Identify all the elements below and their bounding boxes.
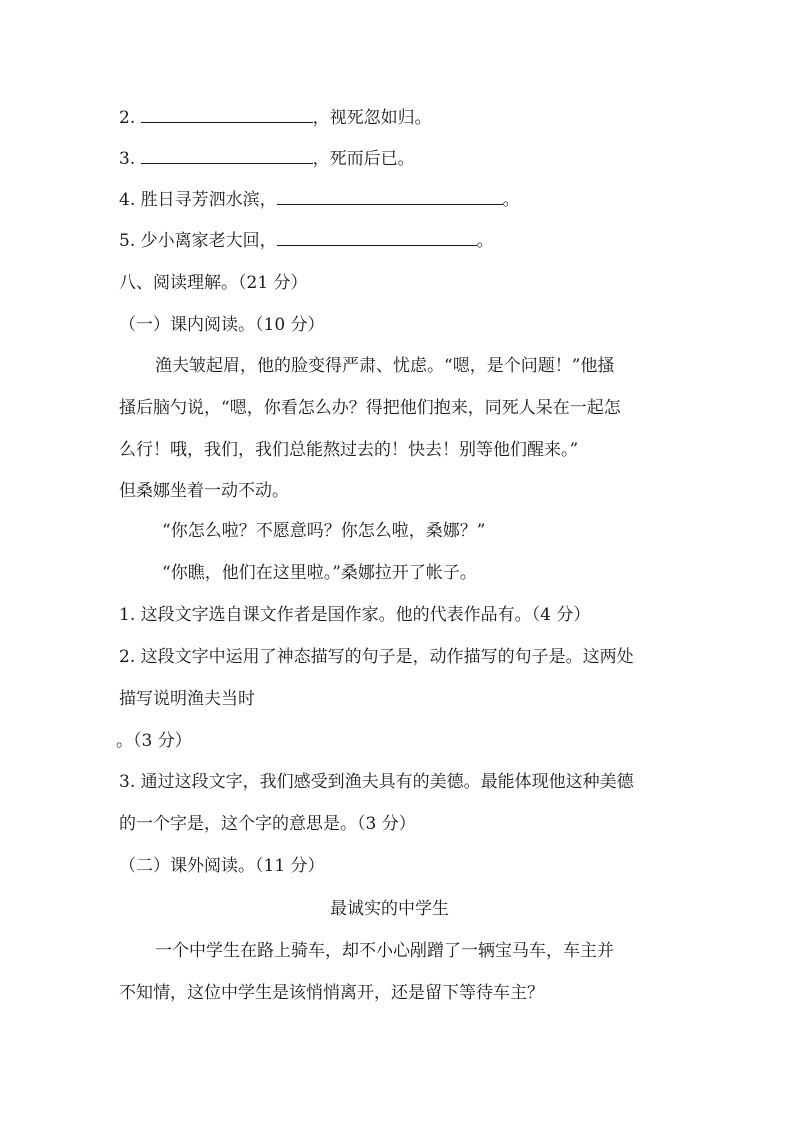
part2-heading: （二）课外阅读。（11 分） bbox=[119, 856, 325, 876]
question-1: 1. 这段文字选自课文作者是国作家。他的代表作品有。（4 分） bbox=[119, 605, 591, 625]
part1-heading: （一）课内阅读。（10 分） bbox=[119, 315, 325, 335]
question-3-line: 3. 通过这段文字，我们感受到渔夫具有的美德。最能体现他这种美德 bbox=[119, 772, 634, 792]
answer-blank[interactable] bbox=[277, 190, 503, 205]
article-title: 最诚实的中学生 bbox=[330, 899, 449, 919]
section-heading: 八、阅读理解。（21 分） bbox=[119, 273, 308, 293]
item-end: 。 bbox=[502, 190, 520, 210]
article-line: 一个中学生在路上骑车，却不小心剐蹭了一辆宝马车，车主并 bbox=[155, 941, 614, 961]
passage-line: 但桑娜坐着一动不动。 bbox=[119, 481, 289, 501]
item-number: 3. bbox=[119, 149, 136, 169]
passage-line: 么行！哦，我们，我们总能熬过去的！快去！别等他们醒来。” bbox=[119, 440, 579, 460]
question-3-line: 的一个字是，这个字的意思是。（3 分） bbox=[119, 814, 416, 834]
item-text: ，死而后已。 bbox=[312, 149, 415, 169]
passage-line: “你怎么啦？不愿意吗？你怎么啦，桑娜？” bbox=[162, 521, 486, 541]
item-text: 4. 胜日寻芳泗水滨， bbox=[119, 190, 277, 210]
fill-in-item-5 bbox=[119, 230, 494, 252]
passage-line: “你瞧，他们在这里啦。”桑娜拉开了帐子。 bbox=[162, 563, 477, 583]
question-2-line: 2. 这段文字中运用了神态描写的句子是，动作描写的句子是。这两处 bbox=[119, 647, 634, 667]
passage-line: 渔夫皱起眉，他的脸变得严肃、忧虑。“嗯，是个问题！”他搔 bbox=[155, 356, 615, 376]
fill-in-item-3 bbox=[119, 148, 415, 170]
item-text: ，视死忽如归。 bbox=[312, 108, 432, 128]
article-line: 不知情，这位中学生是该悄悄离开，还是留下等待车主？ bbox=[119, 983, 544, 1003]
answer-blank[interactable] bbox=[277, 231, 477, 246]
item-end: 。 bbox=[476, 231, 494, 251]
item-number: 2. bbox=[119, 108, 136, 128]
question-2-line: 。（3 分） bbox=[116, 731, 192, 751]
fill-in-item-2 bbox=[119, 107, 432, 129]
item-text: 5. 少小离家老大回， bbox=[119, 231, 277, 251]
question-2-line: 描写说明渔夫当时 bbox=[119, 689, 255, 709]
fill-in-item-4 bbox=[119, 189, 520, 211]
answer-blank[interactable] bbox=[141, 108, 313, 123]
answer-blank[interactable] bbox=[141, 149, 313, 164]
passage-line: 搔后脑勺说，“嗯，你看怎么办？得把他们抱来，同死人呆在一起怎 bbox=[119, 398, 621, 418]
